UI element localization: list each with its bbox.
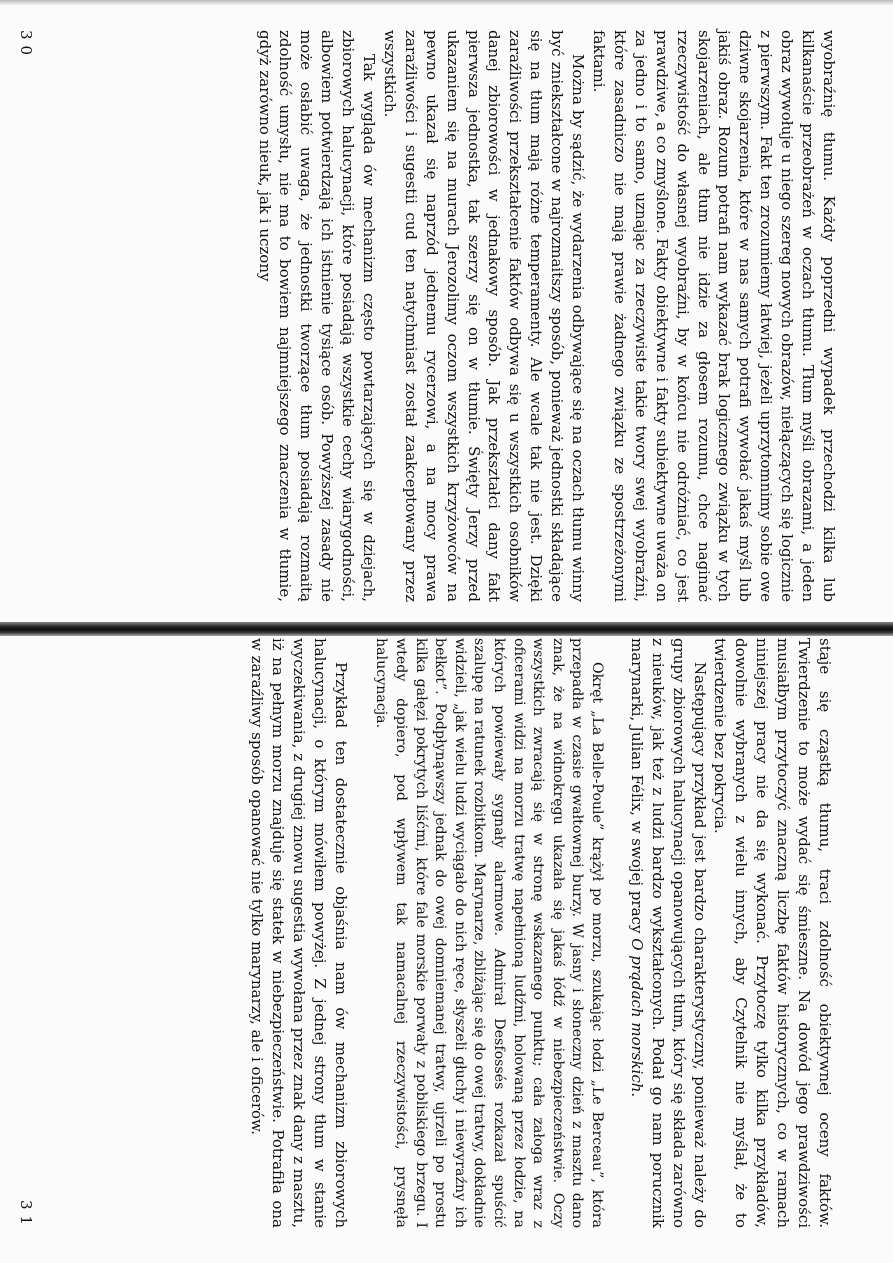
- paragraph: staje się cząstką tłumu, traci zdolność obiektywnej oceny faktów. Twierdzenie to może wydać się śmieszne. Na dowód jego prawdziwości musiałbym przytoczyć znaczną liczbę faktów historycznych, co w ramach niniejszej pracy nie da się wykonać. Przytoczę tylko kilka przykładów, dowolnie wybranych z wielu innych, aby Czytelnik nie myślał, że to twierdzenie bez pokrycia.: [711, 638, 834, 1228]
- right-page-text: [246, 638, 835, 1228]
- left-page-text: [254, 30, 839, 602]
- quoted-example: Okręt „La Belle-Poule” krążył po morzu, szukając łodzi „Le Berceau”, która przepadła w czasie gwałtownej burzy. W jasny i słoneczny dzień z masztu dano znak, że na widnokręgu ukazała się jakaś łódź w niebezpieczeństwie. Oczy wszystkich zwracają się w stronę wskazanego punktu; cała załoga wraz z oficerami widzi na morzu tratwę napełnioną ludźmi, holowaną przez łodzie, na których powiewały sygnały alarmowe. Admirał Desfossés rozkazał spuścić szalupę na ratunek rozbitkom. Marynarze, zbliżając się do owej tratwy, dokładnie widzieli, „jak wielu ludzi wyciągało do nich ręce, słyszeli głuchy i niewyraźny ich bełkot”. Podpłynąwszy jednak do owej domniemanej tratwy, ujrzeli po prostu kilka gałęzi pokrytych liśćmi, które fale morskie porwały z pobliskiego brzegu. I wtedy dopiero, pod wpływem tak namacalnej rzeczywistości, prysnęła halucynacja.: [373, 638, 605, 1228]
- cited-work-punct: .: [627, 1092, 646, 1098]
- cited-work-title: O prądach morskich: [627, 938, 646, 1093]
- paragraph: Można by sądzić, że wydarzenia odbywające się na oczach tłumu winny być zniekształcone w najrozmaitszy sposób, ponieważ jednostki składające się na tłum mają różne temperamenty. Ale wcale tak nie jest. Dzięki zaraźliwości przekształcenie faktów odbywa się u wszystkich osobników danej zbiorowości w jednakowy sposób. Jak przekształci dany fakt pierwsza jednostka, tak szerzy się on w tłumie. Święty Jerzy przed ukazaniem się na murach Jerozolimy oczom wszystkich krzyżowców na pewno ukazał się naprzód jednemu rycerzowi, a na mocy prawa zaraźliwości i sugestii cud ten natychmiast został zaakceptowany przez wszystkich.: [380, 30, 588, 602]
- paragraph-with-title: [626, 638, 710, 1228]
- page-number: 31: [17, 1200, 35, 1232]
- paragraph-text: Następujący przykład jest bardzo charakterystyczny, ponieważ należy do grupy zbiorowych halucynacji opanowujących tłum, który się składa zarówno z nieuków, jak też z ludzi bardzo wykształconych. Podał go nam porucznik marynarki, Julian Félix, w swojej pracy: [627, 638, 709, 1228]
- paragraph: wyobraźnię tłumu. Każdy poprzedni wypadek przechodzi kilka lub kilkanaście przeobrażeń w oczach tłumu. Tłum myśli obrazami, a jeden obraz wywołuje u niego szereg nowych obrazów, niełączących się logicznie z pierwszym. Fakt ten zrozumiemy łatwiej, jeżeli uprzytomnimy sobie owe dziwne skojarzenia, które w nas samych potrafi wywołać jakaś myśl lub jakiś obraz. Rozum potrafi nam wykazać brak logicznego związku w tych skojarzeniach, ale tłum nie idzie za głosem rozumu, chce naginać rzeczywistość do własnej wyobraźni, by w końcu nie odróżniać, co jest prawdziwe, a co zmyślone. Fakty obiektywne i fakty subiektywne uważa on za jedno i to samo, uznając za rzeczywiste takie twory swej wyobraźni, które zasadniczo nie mają prawie żadnego związku ze spostrzeżonymi faktami.: [590, 30, 838, 602]
- paragraph: Przykład ten dostatecznie objaśnia nam ów mechanizm zbiorowych halucynacji, o którym mówiłem powyżej. Z jednej strony tłum w stanie wyczekiwania, z drugiej znowu sugestia wywołana przez znak dany z masztu, iż na pełnym morzu znajduje się statek w niebezpieczeństwie. Potrafiła ona w zaraźliwy sposób opanować nie tylko marynarzy, ale i oficerów.: [248, 638, 350, 1228]
- paragraph: Tak wygląda ów mechanizm często powtarzających się w dziejach, zbiorowych halucynacji, które posiadają wszystkie cechy wiarygodności, albowiem potwierdzają ich istnienie tysiące osób. Powyższej zasady nie może osłabić uwaga, że jednostki tworzące tłum posiadają rozmaitą zdolność umysłu, nie ma to bowiem najmniejszego znaczenia w tłumie, gdyż zarówno nieuk, jak i uczony: [255, 30, 379, 602]
- left-page: [0, 0, 893, 630]
- right-page: [0, 630, 893, 1263]
- page-number: 30: [17, 30, 35, 62]
